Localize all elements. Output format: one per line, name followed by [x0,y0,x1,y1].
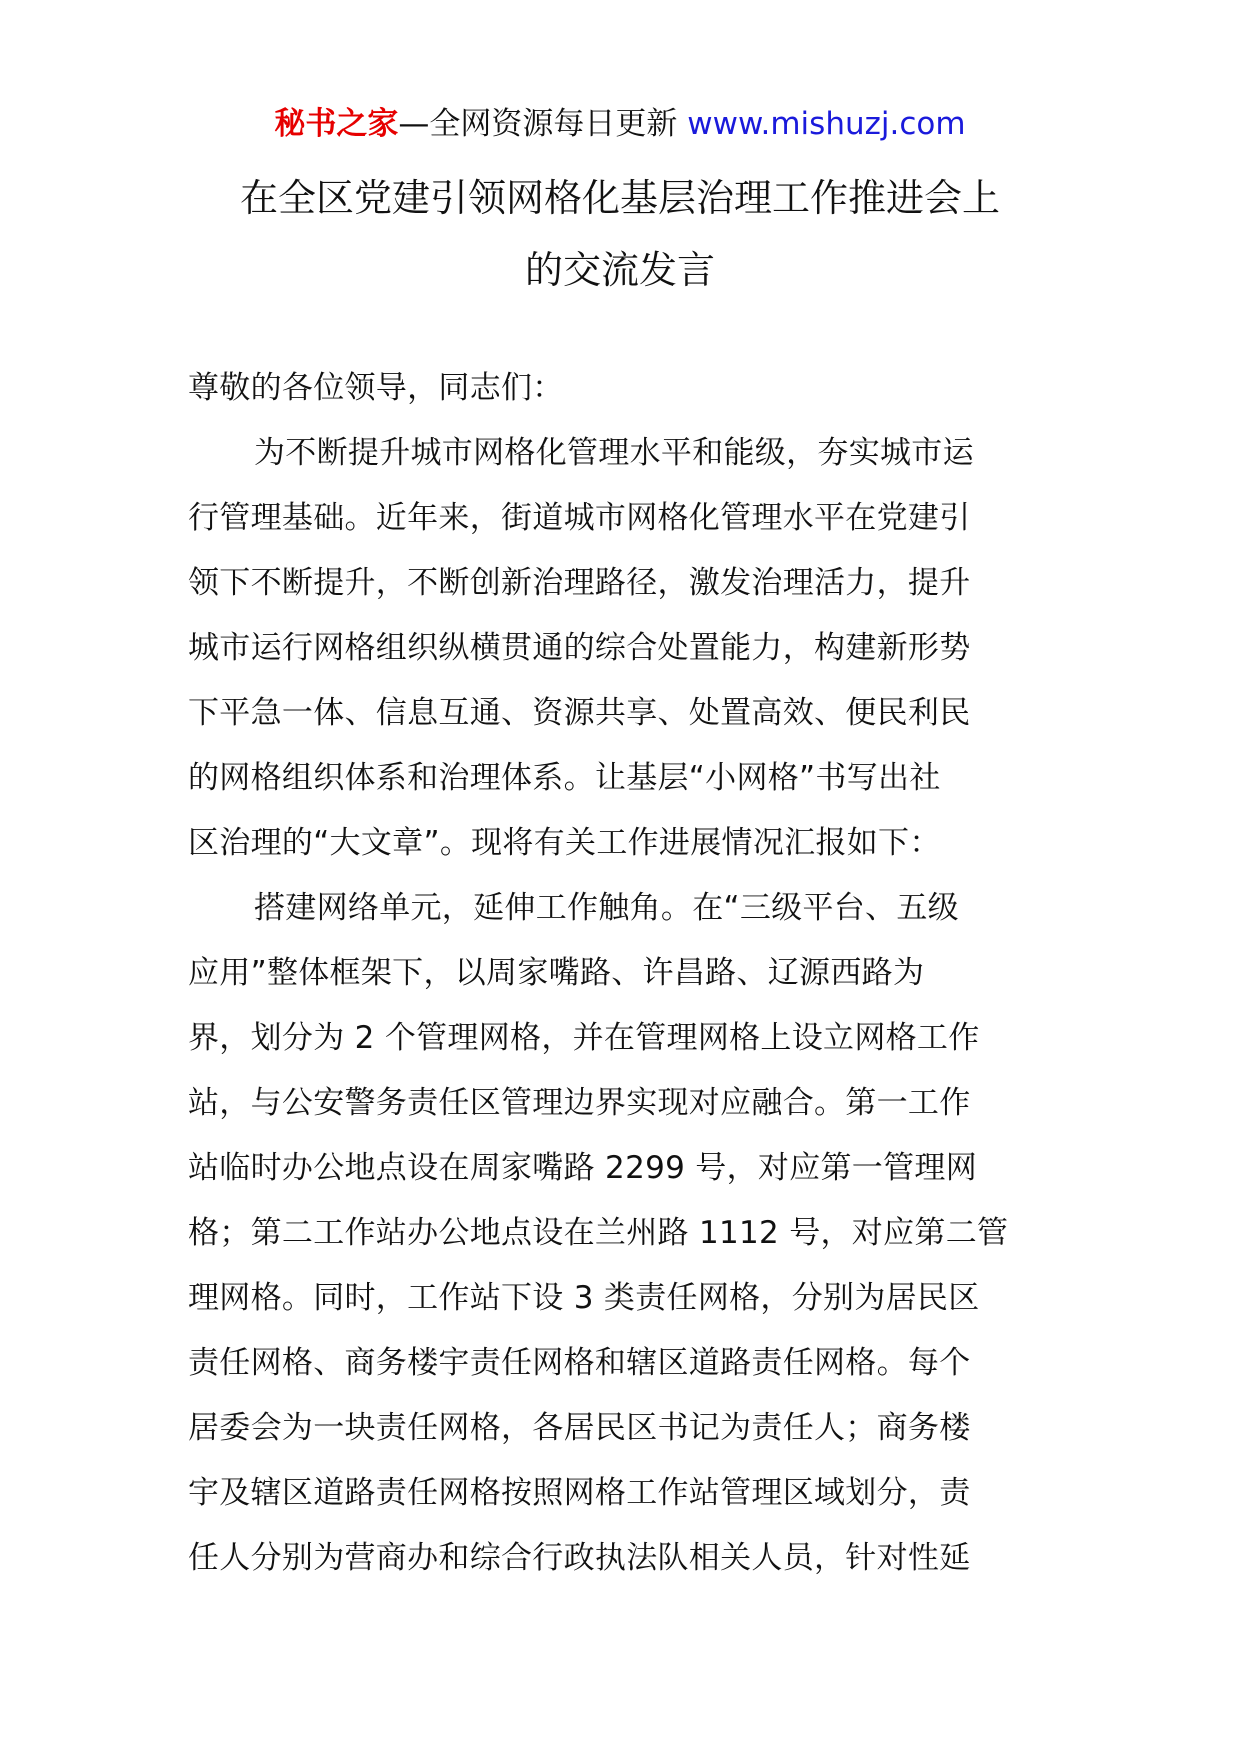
paragraph-line: 区治理的“大文章”。现将有关工作进展情况汇报如下： [188,825,941,861]
paragraph-line: 宇及辖区道路责任网格按照网格工作站管理区域划分，责 [188,1475,971,1511]
paragraph-line: 理网格。同时，工作站下设 3 类责任网格，分别为居民区 [188,1280,980,1316]
paragraph-line: 居委会为一块责任网格，各居民区书记为责任人；商务楼 [188,1410,971,1446]
paragraph-line: 的网格组织体系和治理体系。让基层“小网格”书写出社 [188,760,941,796]
paragraph-line: 责任网格、商务楼宇责任网格和辖区道路责任网格。每个 [188,1345,971,1381]
brand-name: 秘书之家 [274,106,399,142]
paragraph-line: 应用”整体框架下，以周家嘴路、许昌路、辽源西路为 [188,955,925,991]
site-url-link[interactable]: www.mishuzj.com [687,106,966,142]
paragraph-line: 行管理基础。近年来，街道城市网格化管理水平在党建引 [188,500,971,536]
document-body [188,356,1056,1591]
paragraph-line: 领下不断提升，不断创新治理路径，激发治理活力，提升 [188,565,971,601]
salutation: 尊敬的各位领导，同志们： [188,370,564,406]
paragraph-line: 格；第二工作站办公地点设在兰州路 1112 号，对应第二管 [188,1215,1009,1251]
title-line-2: 的交流发言 [524,248,715,292]
paragraph-line: 任人分别为营商办和综合行政执法队相关人员，针对性延 [188,1540,971,1576]
site-header [0,102,1240,146]
title-line-1: 在全区党建引领网格化基层治理工作推进会上 [239,176,1000,220]
paragraph-line: 搭建网络单元，延伸工作触角。在“三级平台、五级 [254,890,959,926]
paragraph-line: 为不断提升城市网格化管理水平和能级，夯实城市运 [254,435,974,471]
paragraph-line: 站，与公安警务责任区管理边界实现对应融合。第一工作 [188,1085,971,1121]
paragraph-line: 站临时办公地点设在周家嘴路 2299 号，对应第一管理网 [188,1150,977,1186]
paragraph-line: 城市运行网格组织纵横贯通的综合处置能力，构建新形势 [188,630,971,666]
paragraph-line: 界，划分为 2 个管理网格，并在管理网格上设立网格工作 [188,1020,980,1056]
paragraph-line: 下平急一体、信息互通、资源共享、处置高效、便民利民 [188,695,971,731]
document-title [180,162,1060,306]
header-tagline: —全网资源每日更新 [398,106,688,142]
